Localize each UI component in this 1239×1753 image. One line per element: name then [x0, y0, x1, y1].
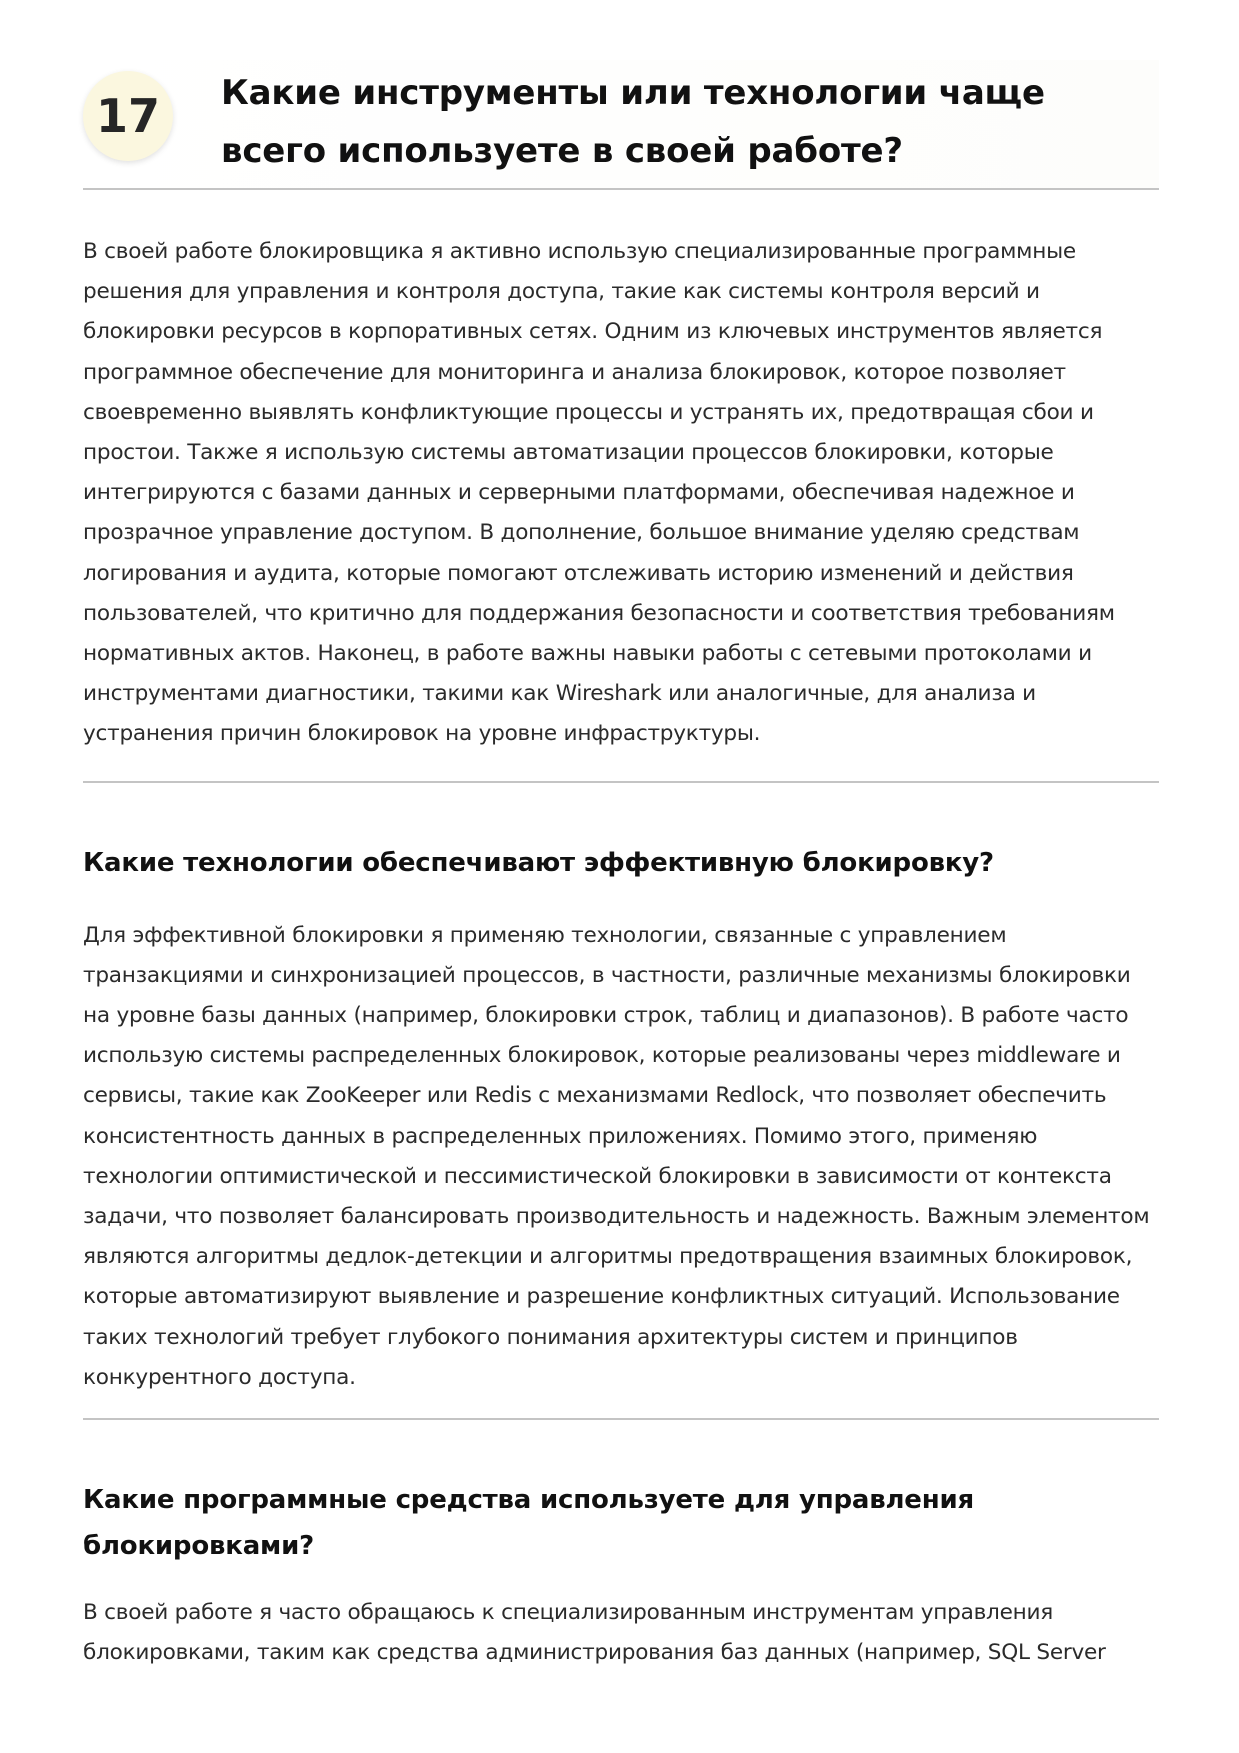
question-header: [83, 60, 1159, 190]
subquestion-paragraph: Для эффективной блокировки я применяю технологии, связанные с управлением транзакциями и синхронизацией процессов, в частности, различные механизмы блокировки на уровне базы данных (например, блокировки строк, таблиц и диапазонов). В работе часто использую системы распределенных блокировок, которые реализованы через middleware и сервисы, такие как ZooKeeper или Redis с механизмами Redlock, что позволяет обеспечить консистентность данных в распределенных приложениях. Помимо этого, применяю технологии оптимистической и пессимистической блокировки в зависимости от контекста задачи, что позволяет балансировать производительность и надежность. Важным элементом являются алгоритмы дедлок-детекции и алгоритмы предотвращения взаимных блокировок, которые автоматизируют выявление и разрешение конфликтных ситуаций. Использование таких технологий требует глубокого понимания архитектуры систем и принципов конкурентного доступа.: [83, 922, 1150, 1390]
section-divider: [83, 1418, 1159, 1420]
subquestion-paragraph: В своей работе я часто обращаюсь к специализированным инструментам управления блокировками, таким как средства администрирования баз данных (например, SQL Server: [83, 1600, 1106, 1666]
subquestion-heading: Какие программные средства используете для управления блокировками?: [83, 1485, 975, 1562]
document-page: [83, 0, 1159, 1673]
section-divider: [83, 781, 1159, 783]
subquestion-heading: Какие технологии обеспечивают эффективную блокировку?: [83, 847, 994, 878]
answer-paragraph: В своей работе блокировщика я активно использую специализированные программные решения для управления и контроля доступа, такие как системы контроля версий и блокировки ресурсов в корпоративных сетях. Одним из ключевых инструментов является программное обеспечение для мониторинга и анализа блокировок, которое позволяет своевременно выявлять конфликтующие процессы и устранять их, предотвращая сбои и простои. Также я использую системы автоматизации процессов блокировки, которые интегрируются с базами данных и серверными платформами, обеспечивая надежное и прозрачное управление доступом. В дополнение, большое внимание уделяю средствам логирования и аудита, которые помогают отслеживать историю изменений и действия пользователей, что критично для поддержания безопасности и соответствия требованиям нормативных актов. Наконец, в работе важны навыки работы с сетевыми протоколами и инструментами диагностики, такими как Wireshark или аналогичные, для анализа и устранения причин блокировок на уровне инфраструктуры.: [83, 239, 1115, 747]
question-number-badge: 17: [83, 71, 173, 161]
question-title: Какие инструменты или технологии чаще всего используете в своей работе?: [221, 73, 1045, 171]
